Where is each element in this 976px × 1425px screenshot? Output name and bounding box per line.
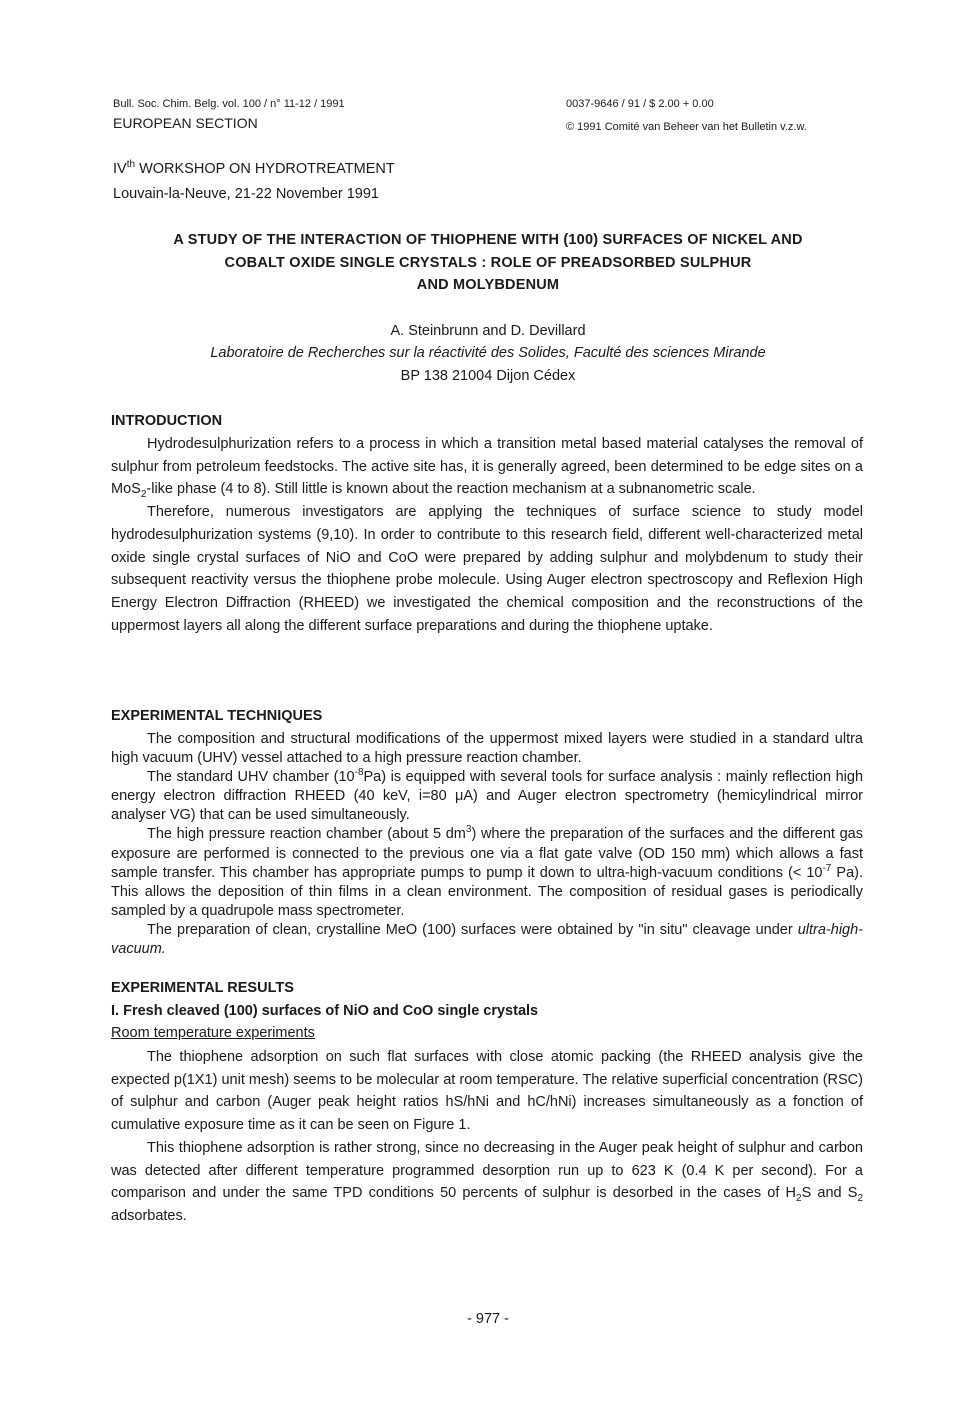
tech-p3-text-b: ) where the preparation of the surfaces and the different gas exposure are performed is connected to the previous one via a flat gate valve (OD 150 mm) which allows a fast sample transfer. This chamber has appropriate pumps to pump it down to ultra-high-vacuum conditions (< 10: [111, 826, 863, 881]
tech-p4-italic: ultra-high-vacuum.: [111, 921, 863, 958]
workshop-title: [113, 161, 395, 177]
techniques-body: [111, 730, 863, 959]
intro-paragraph-1: [111, 433, 863, 501]
tech-p4-text-a: The preparation of clean, crystalline MeO (100) surfaces were obtained by "in situ" cleavage under: [147, 921, 798, 938]
tech-p3-sup-2: -7: [822, 862, 832, 874]
address: BP 138 21004 Dijon Cédex: [400, 368, 576, 384]
intro-p1-sub: 2: [140, 489, 147, 501]
tech-p2-sup: -8: [354, 767, 364, 779]
paper-title-line-1: A STUDY OF THE INTERACTION OF THIOPHENE WITH (100) SURFACES OF NICKEL AND: [173, 232, 803, 248]
results-subheading: I. Fresh cleaved (100) surfaces of NiO and CoO single crystals: [111, 1003, 539, 1019]
intro-p1-text-a: Hydrodesulphurization refers to a process in which a transition metal based material catalyses the removal of sulphur from petroleum feedstocks. The active site has, it is generally agreed, been determined to be edge sites on a MoS: [111, 436, 863, 498]
results-underlined-label: Room temperature experiments: [111, 1025, 315, 1041]
intro-heading: INTRODUCTION: [111, 413, 223, 429]
results-paragraph-2: [111, 1137, 863, 1228]
tech-p2-text-a: The standard UHV chamber (10: [147, 769, 355, 786]
techniques-paragraph-1: The composition and structural modifications of the uppermost mixed layers were studied in a standard ultra high vacuum (UHV) vessel attached to a high pressure reaction chamber.: [111, 731, 863, 767]
copyright-line: © 1991 Comité van Beheer van het Bulletin v.z.w.: [566, 121, 807, 133]
results-body: [111, 1046, 863, 1228]
intro-body: [111, 433, 863, 637]
results-heading: EXPERIMENTAL RESULTS: [111, 980, 294, 996]
techniques-heading: EXPERIMENTAL TECHNIQUES: [111, 708, 323, 724]
workshop-name: WORKSHOP ON HYDROTREATMENT: [135, 161, 395, 177]
tech-p3-text-a: The high pressure reaction chamber (about 5 dm: [147, 826, 466, 843]
results-p2-text-c: adsorbates.: [111, 1207, 187, 1224]
section-label: EUROPEAN SECTION: [113, 115, 258, 131]
workshop-roman: IV: [113, 161, 127, 177]
tech-p3-text-c: Pa). This allows the deposition of thin films in a clean environment. The composition of residual gases is periodically sampled by a quadrupole mass spectrometer.: [111, 864, 863, 919]
issn-code: 0037-9646 / 91 / $ 2.00 + 0.00: [566, 98, 714, 110]
tech-p3-sup: 3: [465, 824, 472, 836]
results-paragraph-1: The thiophene adsorption on such flat surfaces with close atomic packing (the RHEED analysis give the expected p(1X1) unit mesh) seems to be molecular at room temperature. The relative superficial concentration (RSC) of sulphur and carbon (Auger peak height ratios hS/hNi and hC/hNi) increases simultaneously as a fonction of cumulative exposure time as it can be seen on Figure 1.: [111, 1049, 863, 1134]
techniques-paragraph-4: [111, 921, 863, 959]
paper-title-line-2: COBALT OXIDE SINGLE CRYSTALS : ROLE OF PREADSORBED SULPHUR: [224, 255, 752, 271]
journal-citation: Bull. Soc. Chim. Belg. vol. 100 / n° 11-12 / 1991: [113, 98, 345, 110]
workshop-sup: th: [126, 159, 136, 171]
results-p2-sub-2: 2: [857, 1193, 864, 1205]
techniques-paragraph-3: [111, 825, 863, 920]
tech-p2-text-b: Pa) is equipped with several tools for surface analysis : mainly reflection high energy electron diffraction RHEED (40 keV, i=80 μA) and Auger electron spectrometry (hemicylindrical mirror analyser VG) that can be used simultaneously.: [111, 769, 864, 824]
results-p2-text-a: This thiophene adsorption is rather strong, since no decreasing in the Auger peak height of sulphur and carbon was detected after different temperature programmed desorption run up to 623 K (0.4 K per second). For a comparison and under the same TPD conditions 50 percents of sulphur is desorbed in the cases of H: [111, 1139, 863, 1202]
results-p2-sub-1: 2: [796, 1193, 802, 1205]
intro-paragraph-2: Therefore, numerous investigators are applying the techniques of surface science to study model hydrodesulphurization systems (9,10). In order to contribute to this research field, different well-characterized metal oxide single crystal surfaces of NiO and CoO were prepared by adding sulphur and molybdenum to study their subsequent reactivity versus the thiophene probe molecule. Using Auger electron spectroscopy and Reflexion High Energy Electron Diffraction (RHEED) we investigated the chemical composition and the reconstructions of the uppermost layers all along the different surface preparations and during the thiophene uptake.: [111, 504, 863, 634]
paper-title-line-3: AND MOLYBDENUM: [416, 277, 560, 293]
intro-p1-text-b: -like phase (4 to 8). Still little is known about the reaction mechanism at a subnanometric scale.: [146, 481, 756, 498]
results-p2-text-b: S and S: [801, 1185, 858, 1202]
affiliation: Laboratoire de Recherches sur la réactivité des Solides, Faculté des sciences Mirande: [210, 345, 766, 361]
workshop-place: Louvain-la-Neuve, 21-22 November 1991: [113, 186, 379, 202]
page-number: - 977 -: [467, 1311, 509, 1327]
techniques-paragraph-2: [111, 768, 863, 825]
authors: A. Steinbrunn and D. Devillard: [390, 323, 586, 339]
